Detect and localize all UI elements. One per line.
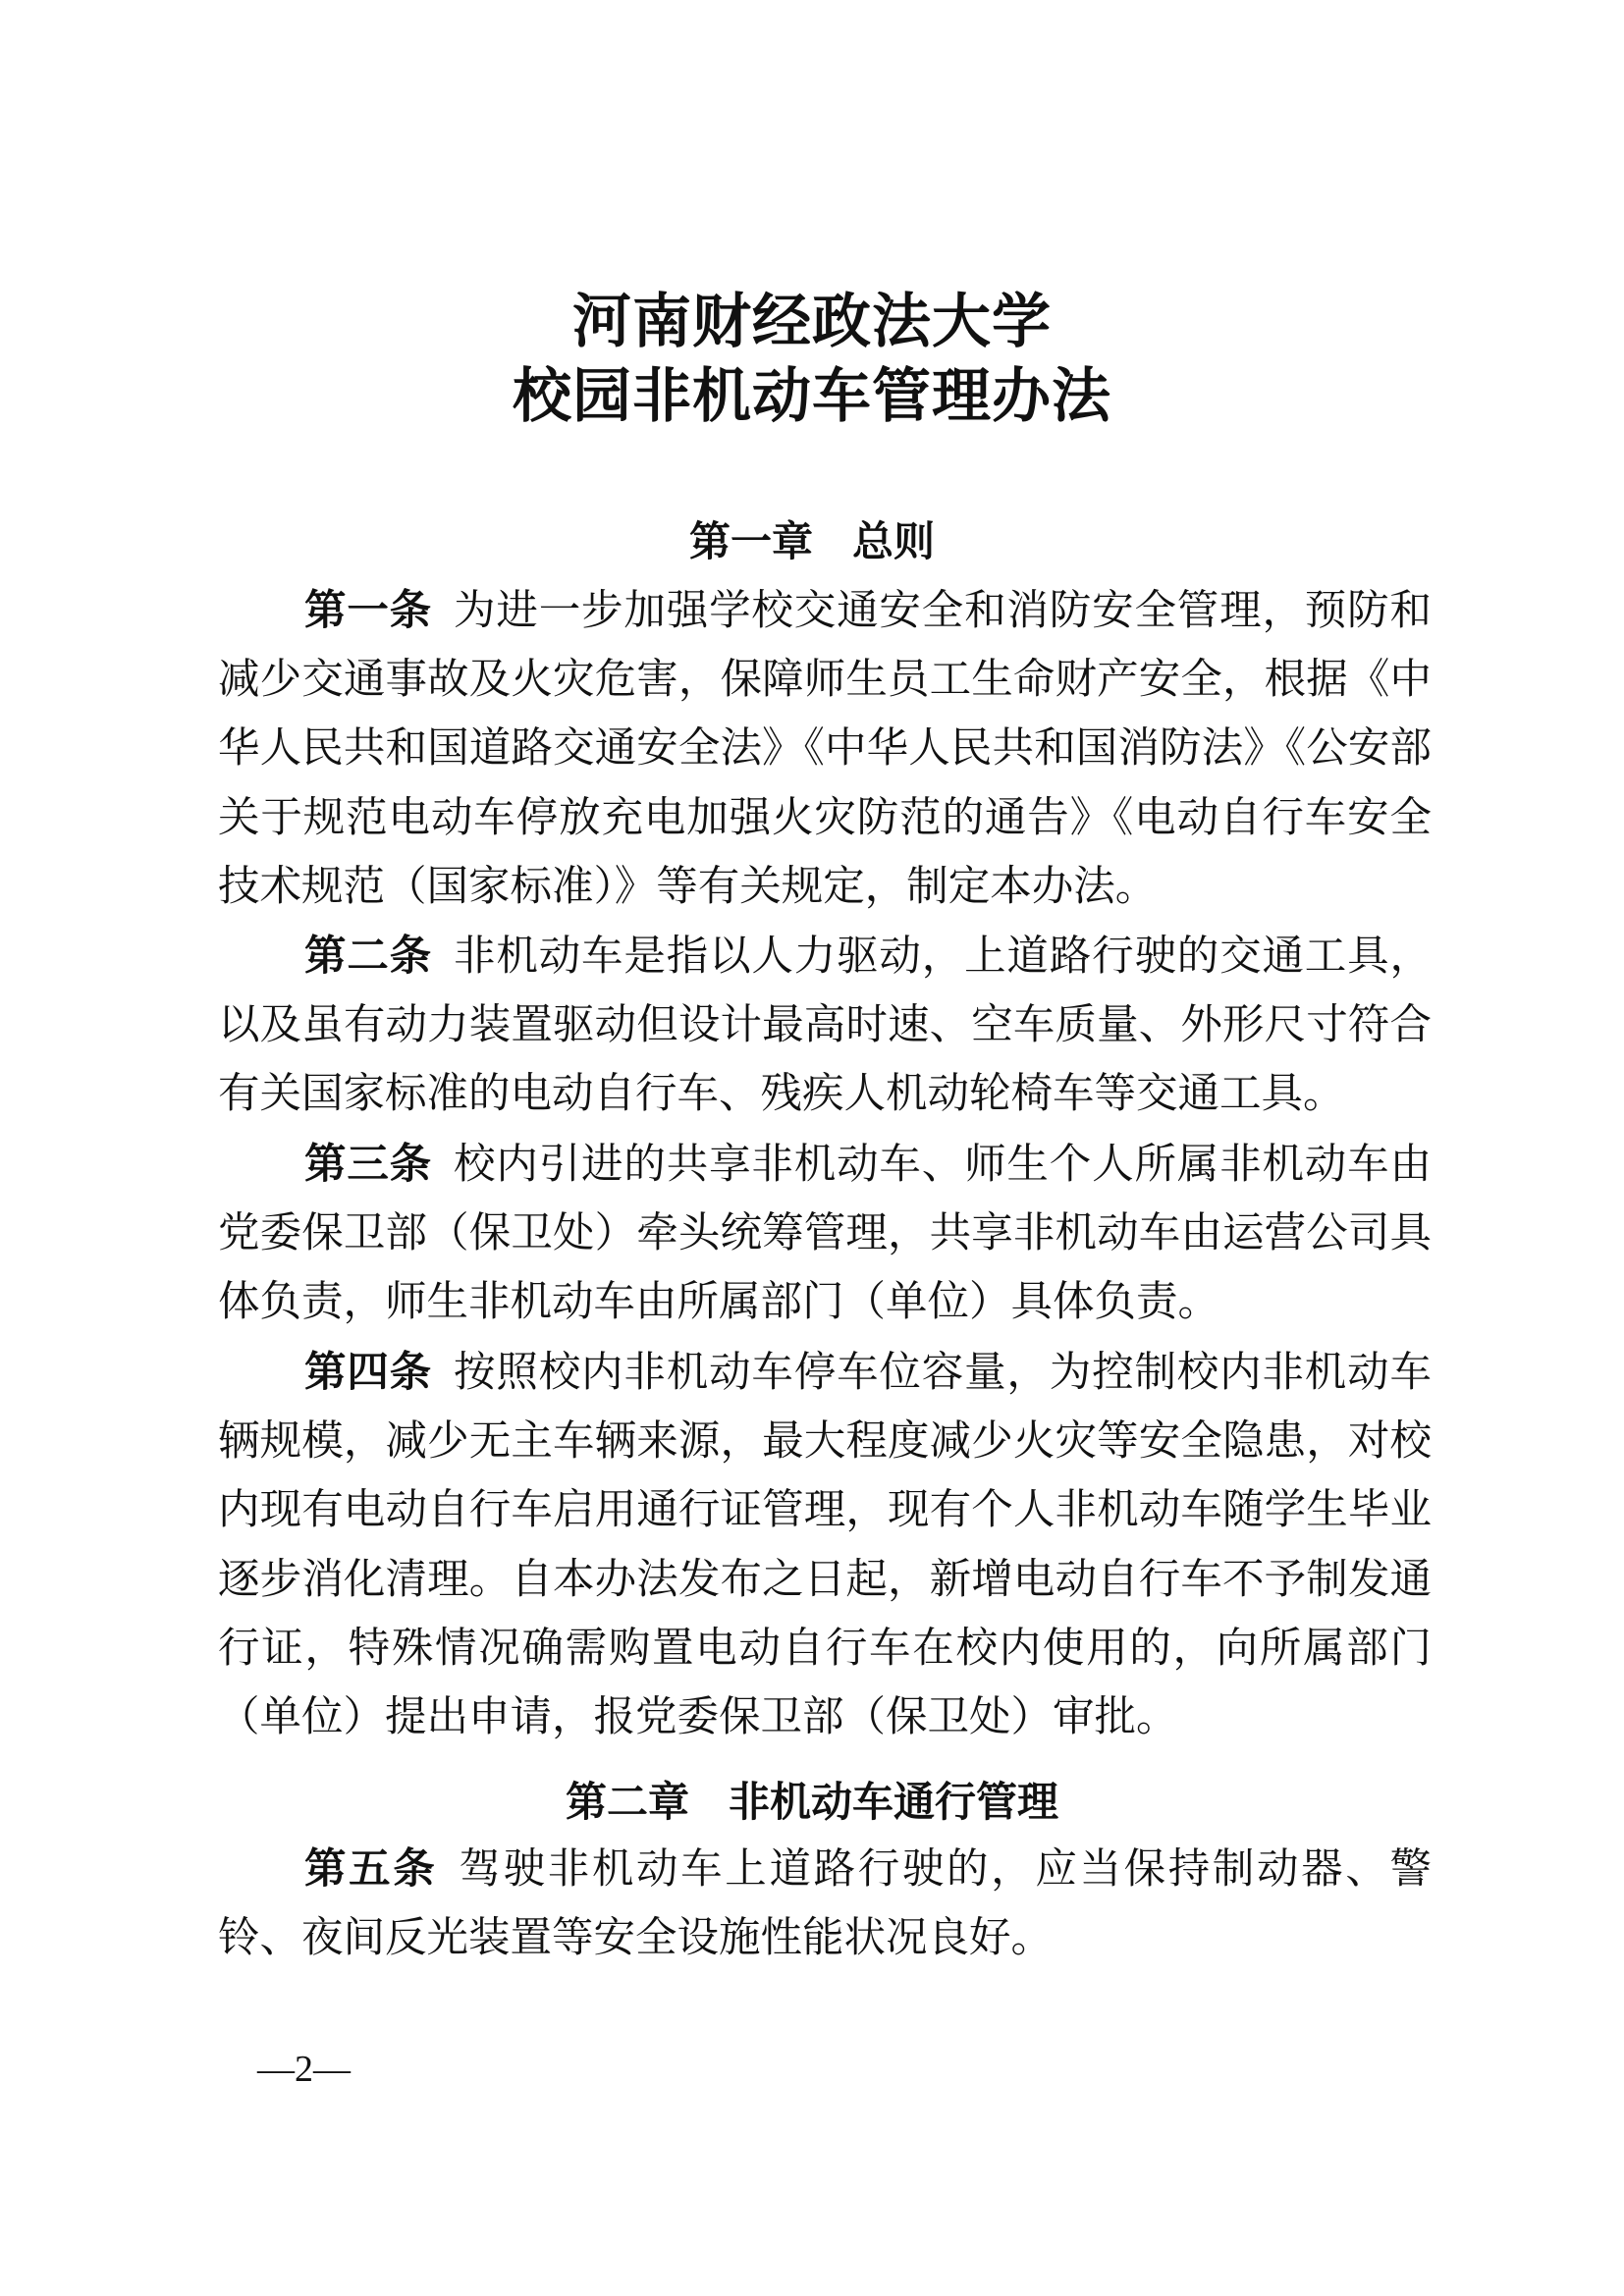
article-text: 为进一步加强学校交通安全和消防安全管理，预防和减少交通事故及火灾危害，保障师生员工生命财产安全，根据《中华人民共和国道路交通安全法》《中华人民共和国消防法》《公安部关于规范电动车停放充电加强火灾防范的通告》《电动自行车安全技术规范（国家标准）》等有关规定，制定本办法。 — [218, 587, 1432, 911]
document-title-line-2: 校园非机动车管理办法 — [513, 362, 1111, 431]
article-text: 驾驶非机动车上道路行驶的，应当保持制动器、警铃、夜间反光装置等安全设施性能状况良好。 — [218, 1845, 1432, 1963]
article-number: 第四条 — [304, 1349, 433, 1397]
chapter-number: 第一章 — [688, 517, 813, 565]
chapter-number: 第二章 — [565, 1778, 689, 1826]
article-number: 第一条 — [304, 587, 433, 635]
article-1 — [218, 577, 1432, 922]
article-text: 非机动车是指以人力驱动，上道路行驶的交通工具，以及虽有动力装置驱动但设计最高时速、空车质量、外形尺寸符合有关国家标准的电动自行车、残疾人机动轮椅车等交通工具。 — [218, 933, 1432, 1119]
chapter-2-heading — [0, 1773, 1624, 1832]
article-text: 校内引进的共享非机动车、师生个人所属非机动车由党委保卫部（保卫处）牵头统筹管理，共享非机动车由运营公司具体负责，师生非机动车由所属部门（单位）具体负责。 — [218, 1141, 1432, 1327]
article-number: 第二条 — [304, 933, 433, 981]
article-3 — [218, 1131, 1432, 1338]
document-title-line-1: 河南财经政法大学 — [572, 288, 1052, 356]
article-number: 第三条 — [304, 1141, 433, 1189]
article-number: 第五条 — [304, 1845, 438, 1894]
article-2 — [218, 923, 1432, 1130]
chapter-name: 非机动车通行管理 — [729, 1778, 1059, 1826]
chapter-1-heading — [0, 512, 1624, 571]
page-number: —2— — [257, 2049, 351, 2090]
article-4 — [218, 1339, 1432, 1752]
article-text: 按照校内非机动车停车位容量，为控制校内非机动车辆规模，减少无主车辆来源，最大程度减少火灾等安全隐患，对校内现有电动自行车启用通行证管理，现有个人非机动车随学生毕业逐步消化清理。自本办法发布之日起，新增电动自行车不予制发通行证，特殊情况确需购置电动自行车在校内使用的，向所属部门（单位）提出申请，报党委保卫部（保卫处）审批。 — [218, 1349, 1432, 1742]
article-5 — [218, 1836, 1432, 1973]
chapter-name: 总则 — [852, 517, 936, 565]
